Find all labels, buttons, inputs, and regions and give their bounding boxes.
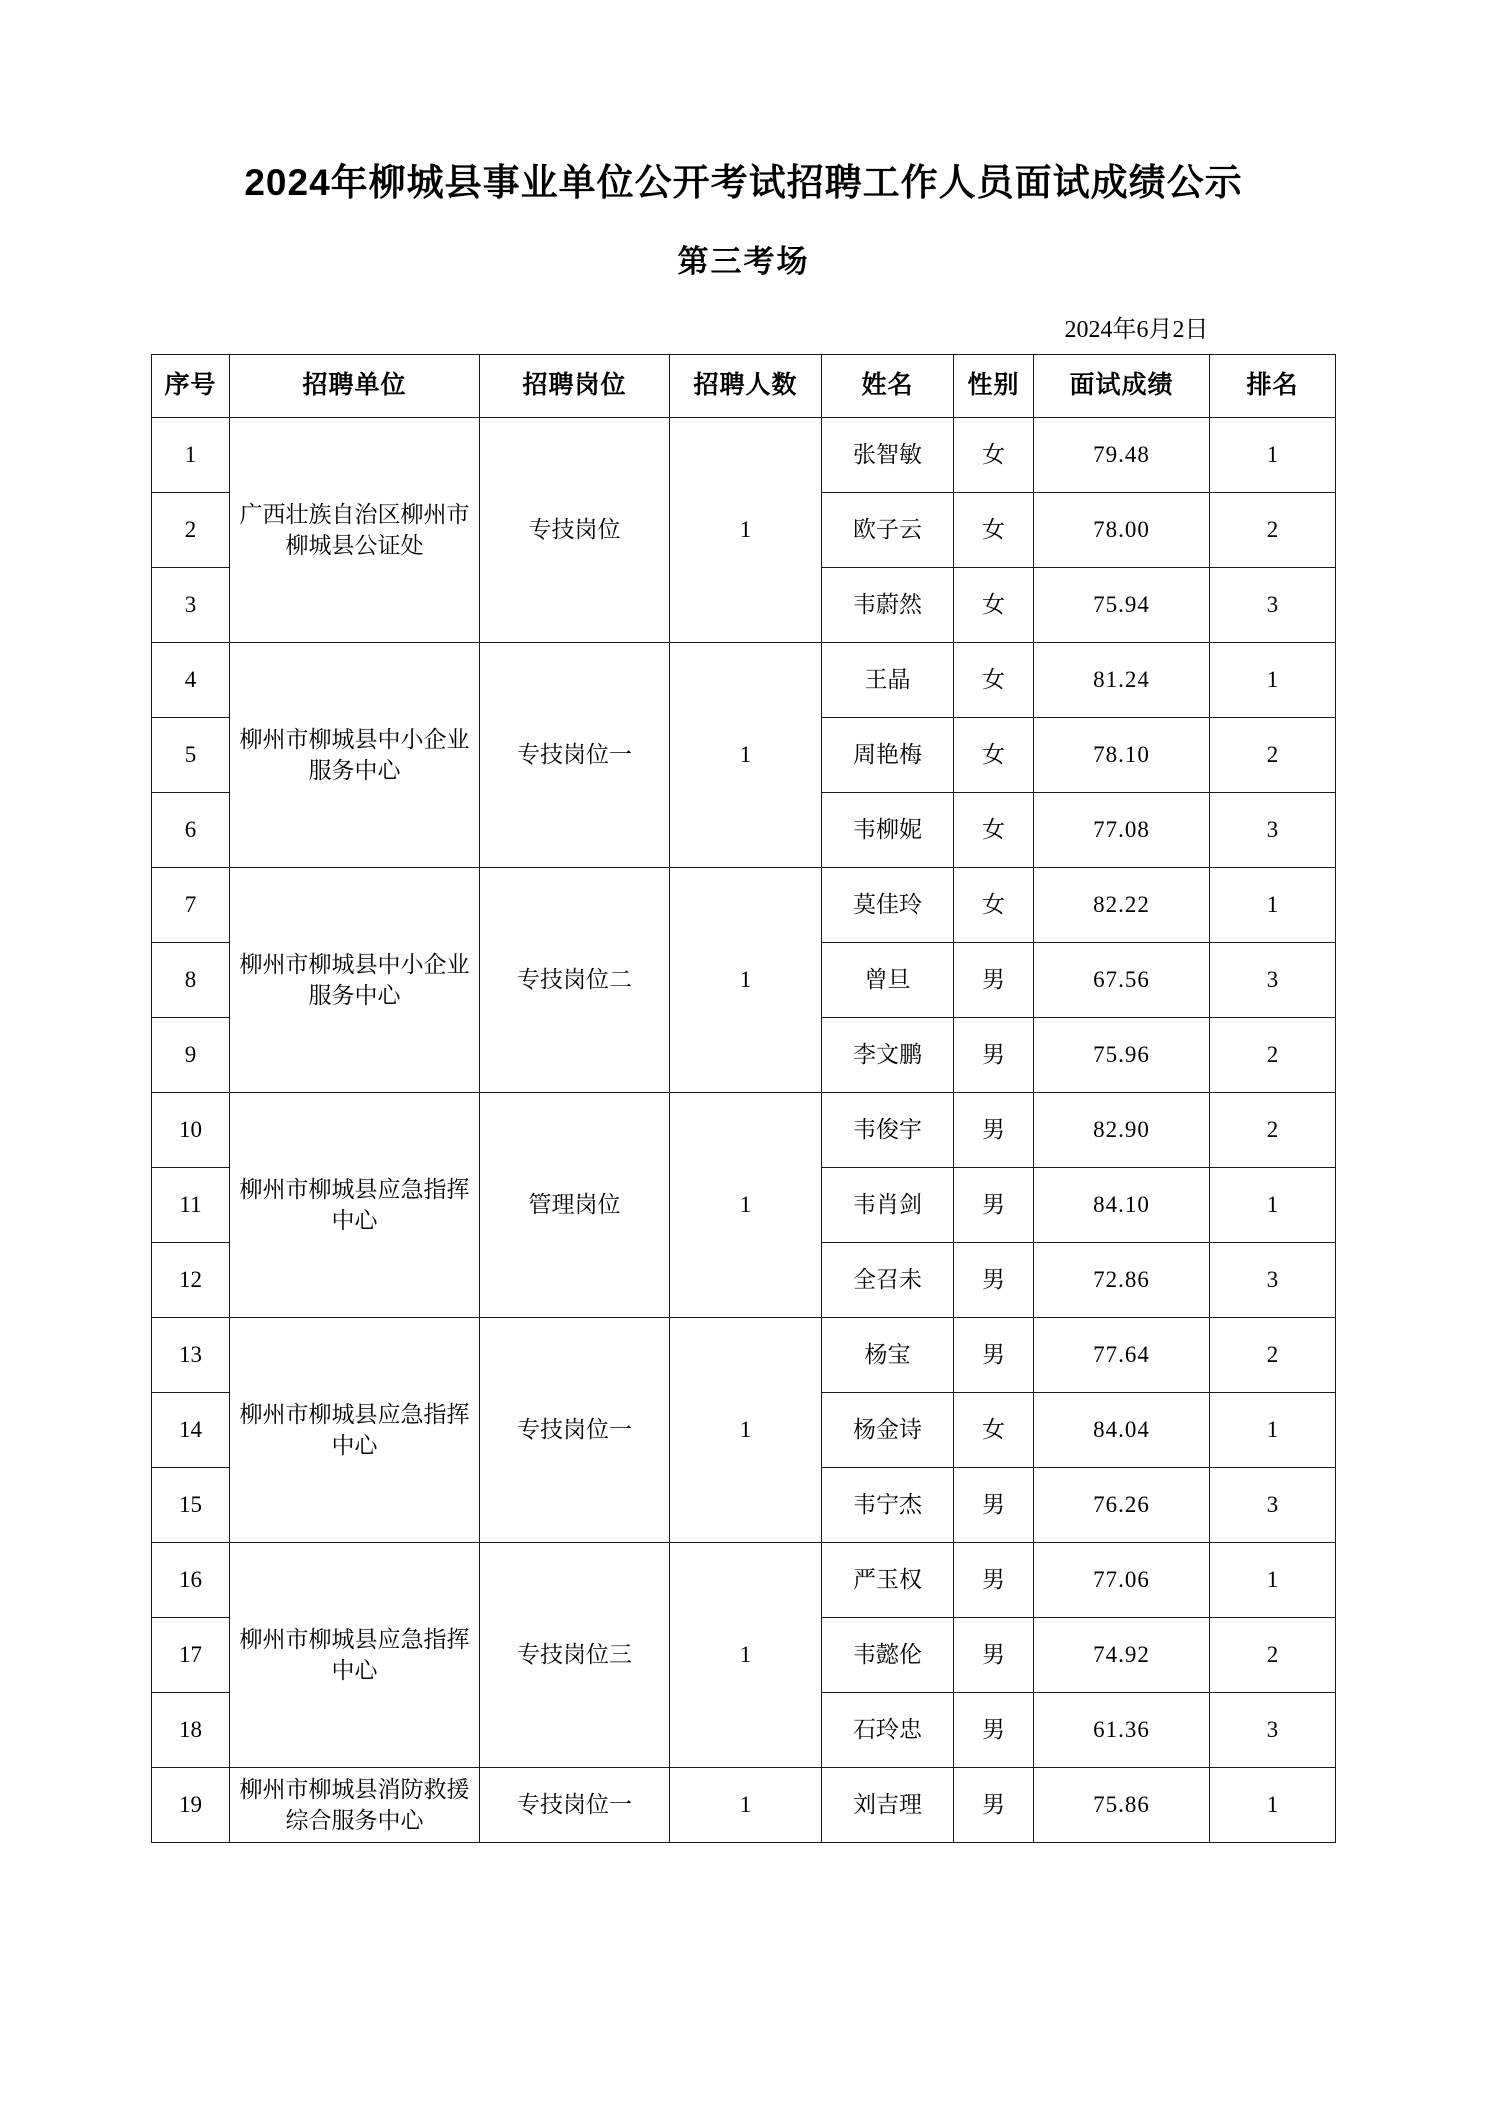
cell-rank: 3 [1210,568,1336,643]
cell-score: 77.06 [1034,1543,1210,1618]
cell-unit: 柳州市柳城县中小企业服务中心 [230,868,480,1093]
cell-score: 77.64 [1034,1318,1210,1393]
cell-name: 石玲忠 [822,1693,954,1768]
cell-name: 韦肖剑 [822,1168,954,1243]
cell-name: 莫佳玲 [822,868,954,943]
cell-score: 84.10 [1034,1168,1210,1243]
cell-index: 11 [152,1168,230,1243]
cell-score: 76.26 [1034,1468,1210,1543]
cell-index: 14 [152,1393,230,1468]
cell-name: 欧子云 [822,493,954,568]
cell-score: 75.94 [1034,568,1210,643]
cell-score: 61.36 [1034,1693,1210,1768]
table-row [152,1318,1336,1393]
interview-results-table [151,354,1336,1843]
table-row [152,418,1336,493]
cell-gender: 男 [954,1168,1034,1243]
cell-rank: 3 [1210,793,1336,868]
cell-index: 13 [152,1318,230,1393]
cell-score: 84.04 [1034,1393,1210,1468]
cell-score: 82.90 [1034,1093,1210,1168]
cell-index: 18 [152,1693,230,1768]
column-header-index: 序号 [152,355,230,418]
cell-post: 专技岗位二 [480,868,670,1093]
cell-unit: 柳州市柳城县应急指挥中心 [230,1543,480,1768]
cell-index: 3 [152,568,230,643]
cell-gender: 男 [954,1543,1034,1618]
cell-index: 7 [152,868,230,943]
cell-rank: 1 [1210,418,1336,493]
cell-rank: 3 [1210,943,1336,1018]
cell-unit: 柳州市柳城县中小企业服务中心 [230,643,480,868]
cell-rank: 2 [1210,493,1336,568]
cell-score: 78.00 [1034,493,1210,568]
cell-score: 72.86 [1034,1243,1210,1318]
cell-name: 刘吉理 [822,1768,954,1843]
cell-gender: 女 [954,1393,1034,1468]
cell-name: 张智敏 [822,418,954,493]
cell-gender: 男 [954,1693,1034,1768]
cell-gender: 男 [954,1318,1034,1393]
cell-count: 1 [670,418,822,643]
cell-score: 74.92 [1034,1618,1210,1693]
cell-count: 1 [670,1543,822,1768]
cell-name: 杨宝 [822,1318,954,1393]
cell-rank: 2 [1210,718,1336,793]
cell-name: 韦俊宇 [822,1093,954,1168]
publish-date: 2024年6月2日 [1064,317,1209,343]
column-header-count: 招聘人数 [670,355,822,418]
cell-gender: 男 [954,1768,1034,1843]
table-row [152,643,1336,718]
cell-score: 75.86 [1034,1768,1210,1843]
cell-post: 专技岗位 [480,418,670,643]
cell-rank: 2 [1210,1318,1336,1393]
cell-index: 10 [152,1093,230,1168]
cell-name: 严玉权 [822,1543,954,1618]
cell-gender: 女 [954,493,1034,568]
cell-name: 韦宁杰 [822,1468,954,1543]
cell-rank: 3 [1210,1243,1336,1318]
cell-index: 12 [152,1243,230,1318]
cell-gender: 男 [954,1018,1034,1093]
page-subtitle: 第三考场 [677,244,810,279]
column-header-post: 招聘岗位 [480,355,670,418]
cell-rank: 2 [1210,1093,1336,1168]
cell-name: 曾旦 [822,943,954,1018]
cell-rank: 2 [1210,1618,1336,1693]
cell-gender: 女 [954,718,1034,793]
cell-post: 专技岗位一 [480,643,670,868]
column-header-rank: 排名 [1210,355,1336,418]
table-row [152,1768,1336,1843]
cell-post: 专技岗位一 [480,1318,670,1543]
cell-name: 王晶 [822,643,954,718]
cell-unit: 广西壮族自治区柳州市柳城县公证处 [230,418,480,643]
cell-index: 19 [152,1768,230,1843]
column-header-gender: 性别 [954,355,1034,418]
cell-name: 杨金诗 [822,1393,954,1468]
cell-gender: 女 [954,568,1034,643]
cell-index: 5 [152,718,230,793]
cell-score: 77.08 [1034,793,1210,868]
cell-gender: 女 [954,868,1034,943]
cell-rank: 1 [1210,1168,1336,1243]
cell-count: 1 [670,643,822,868]
cell-count: 1 [670,868,822,1093]
cell-gender: 男 [954,1618,1034,1693]
cell-score: 81.24 [1034,643,1210,718]
cell-post: 管理岗位 [480,1093,670,1318]
cell-index: 16 [152,1543,230,1618]
cell-name: 韦柳妮 [822,793,954,868]
cell-score: 78.10 [1034,718,1210,793]
cell-name: 李文鹏 [822,1018,954,1093]
cell-name: 韦懿伦 [822,1618,954,1693]
column-header-name: 姓名 [822,355,954,418]
cell-unit: 柳州市柳城县应急指挥中心 [230,1318,480,1543]
cell-post: 专技岗位三 [480,1543,670,1768]
cell-gender: 女 [954,418,1034,493]
cell-gender: 男 [954,943,1034,1018]
cell-rank: 1 [1210,1543,1336,1618]
cell-index: 9 [152,1018,230,1093]
cell-score: 82.22 [1034,868,1210,943]
cell-name: 全召未 [822,1243,954,1318]
cell-index: 17 [152,1618,230,1693]
cell-gender: 女 [954,643,1034,718]
cell-index: 4 [152,643,230,718]
cell-index: 8 [152,943,230,1018]
cell-rank: 1 [1210,868,1336,943]
cell-gender: 男 [954,1093,1034,1168]
cell-score: 67.56 [1034,943,1210,1018]
cell-rank: 2 [1210,1018,1336,1093]
page-title: 2024年柳城县事业单位公开考试招聘工作人员面试成绩公示 [244,162,1243,203]
cell-index: 2 [152,493,230,568]
column-header-score: 面试成绩 [1034,355,1210,418]
cell-index: 6 [152,793,230,868]
cell-name: 周艳梅 [822,718,954,793]
cell-index: 15 [152,1468,230,1543]
cell-count: 1 [670,1768,822,1843]
cell-rank: 1 [1210,643,1336,718]
cell-count: 1 [670,1093,822,1318]
cell-gender: 男 [954,1468,1034,1543]
cell-name: 韦蔚然 [822,568,954,643]
table-row [152,1093,1336,1168]
cell-rank: 3 [1210,1693,1336,1768]
cell-rank: 1 [1210,1768,1336,1843]
cell-gender: 女 [954,793,1034,868]
cell-gender: 男 [954,1243,1034,1318]
table-row [152,868,1336,943]
table-row [152,1543,1336,1618]
cell-rank: 3 [1210,1468,1336,1543]
column-header-unit: 招聘单位 [230,355,480,418]
cell-unit: 柳州市柳城县消防救援综合服务中心 [230,1768,480,1843]
cell-index: 1 [152,418,230,493]
cell-unit: 柳州市柳城县应急指挥中心 [230,1093,480,1318]
cell-count: 1 [670,1318,822,1543]
table-header-row [152,355,1336,418]
cell-score: 75.96 [1034,1018,1210,1093]
cell-rank: 1 [1210,1393,1336,1468]
cell-score: 79.48 [1034,418,1210,493]
cell-post: 专技岗位一 [480,1768,670,1843]
